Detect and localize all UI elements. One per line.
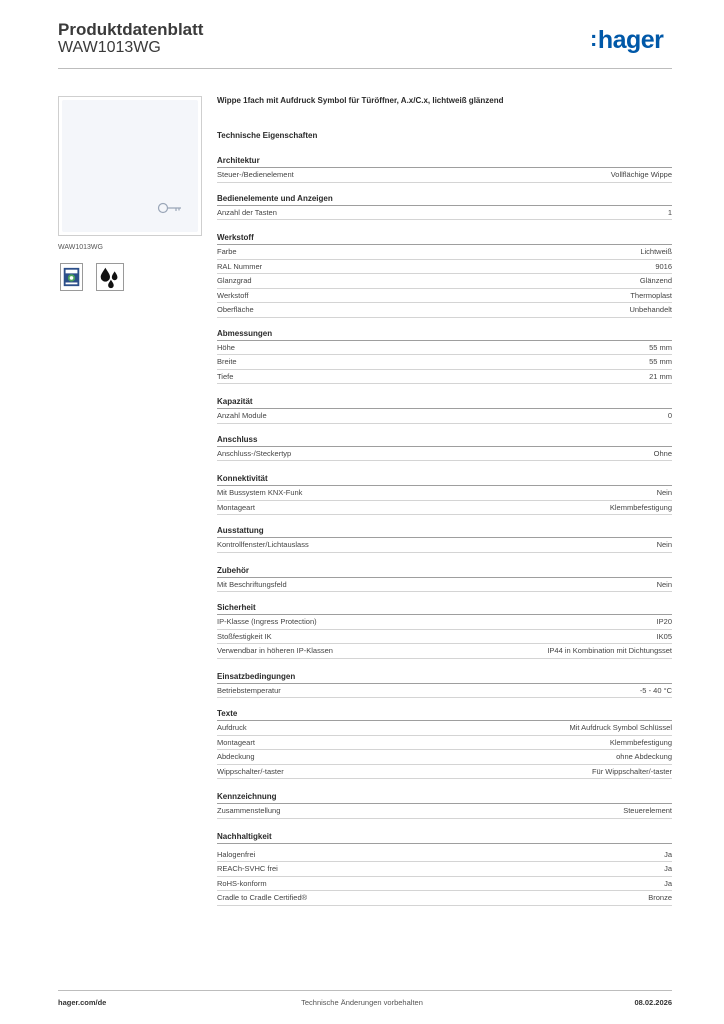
spec-value: Klemmbefestigung [609, 502, 672, 512]
spec-value: -5 - 40 °C [639, 685, 672, 695]
footer-date: 08.02.2026 [634, 998, 672, 1007]
spec-label: Aufdruck [217, 723, 247, 732]
section-gap [217, 220, 672, 231]
spec-row [217, 630, 672, 645]
product-description: Wippe 1fach mit Aufdruck Symbol für Türöffner, A.x/C.x, lichtweiß glänzend [217, 96, 504, 105]
header-divider [58, 68, 672, 69]
footer-notice: Technische Änderungen vorbehalten [301, 998, 423, 1007]
spec-row [217, 862, 672, 877]
spec-label: Stoßfestigkeit IK [217, 631, 272, 641]
spec-label: Cradle to Cradle Certified® [217, 893, 308, 902]
section-title: Einsatzbedingungen [217, 670, 672, 684]
spec-label: Kontrollfenster/Lichtauslass [217, 540, 309, 549]
spec-value: Nein [656, 540, 672, 549]
spec-label: Höhe [217, 342, 235, 352]
section-title: Bedienelemente und Anzeigen [217, 192, 672, 206]
spec-label: Anschluss-/Steckertyp [217, 448, 292, 458]
spec-label: Tiefe [217, 371, 234, 381]
spec-row [217, 750, 672, 765]
spec-label: Mit Beschriftungsfeld [217, 579, 287, 589]
spec-row [217, 891, 672, 906]
spec-row [217, 877, 672, 892]
spec-value: Nein [656, 488, 672, 497]
section-gap [217, 592, 672, 601]
spec-value: 1 [667, 207, 672, 217]
spec-row [217, 370, 672, 385]
spec-label: Wippschalter/-taster [217, 766, 284, 776]
spec-value: Unbehandelt [629, 305, 672, 314]
section-gap [217, 424, 672, 433]
footer-website[interactable]: hager.com/de [58, 998, 107, 1007]
section-title: Nachhaltigkeit [217, 830, 672, 844]
hager-logo: :hager [590, 26, 664, 54]
spec-label: Halogenfrei [217, 849, 256, 859]
spec-row [217, 538, 672, 553]
spec-label: Steuer-/Bedienelement [217, 170, 294, 179]
spec-row [217, 289, 672, 304]
section-gap [217, 819, 672, 830]
product-image [58, 96, 202, 236]
spec-value: Steuerelement [623, 806, 672, 815]
section-title: Konnektivität [217, 472, 672, 486]
spec-row [217, 341, 672, 356]
spec-row [217, 447, 672, 462]
spec-label: REACh-SVHC frei [217, 864, 278, 873]
spec-label: Abdeckung [217, 752, 255, 761]
section-title: Ausstattung [217, 524, 672, 538]
section-gap [217, 698, 672, 707]
section-gap [217, 553, 672, 564]
spec-label: Oberfläche [217, 305, 254, 314]
section-title: Werkstoff [217, 231, 672, 245]
section-gap [217, 461, 672, 472]
spec-value: ohne Abdeckung [616, 752, 672, 761]
spec-value: 55 mm [649, 357, 672, 366]
spec-table [217, 154, 672, 906]
spec-value: Klemmbefestigung [609, 737, 672, 747]
spec-row [217, 260, 672, 275]
spec-row [217, 644, 672, 659]
spec-value: Vollflächige Wippe [610, 170, 672, 179]
section-title: Abmessungen [217, 327, 672, 341]
section-gap [217, 384, 672, 395]
logo-text: hager [597, 26, 664, 54]
footer-divider [58, 990, 672, 991]
spec-value: 9016 [655, 261, 672, 271]
spec-row [217, 615, 672, 630]
section-title: Architektur [217, 154, 672, 168]
section-title: Zubehör [217, 564, 672, 578]
spec-label: Anzahl der Tasten [217, 207, 277, 217]
spec-row [217, 168, 672, 183]
spec-value: Mit Aufdruck Symbol Schlüssel [569, 723, 672, 732]
spec-value: Glänzend [639, 276, 672, 285]
recycling-certificate-icon [60, 263, 83, 291]
spec-label: Verwendbar in höheren IP-Klassen [217, 646, 333, 655]
spec-value: Ja [664, 878, 672, 888]
spec-label: Montageart [217, 502, 255, 512]
spec-label: RAL Nummer [217, 261, 263, 271]
spec-row [217, 274, 672, 289]
section-gap [217, 318, 672, 327]
spec-label: Zusammenstellung [217, 806, 281, 815]
section-title: Kennzeichnung [217, 790, 672, 804]
section-title: Kapazität [217, 395, 672, 409]
spec-row [217, 206, 672, 221]
spec-label: Anzahl Module [217, 411, 267, 420]
spec-label: Betriebstemperatur [217, 685, 281, 695]
spec-label: IP-Klasse (Ingress Protection) [217, 617, 317, 626]
spec-row [217, 245, 672, 260]
section-title: Sicherheit [217, 601, 672, 615]
spec-value: 0 [667, 411, 672, 420]
spec-label: Farbe [217, 247, 237, 256]
spec-label: RoHS-konform [217, 878, 267, 888]
document-title: Produktdatenblatt [58, 20, 204, 39]
spec-row [217, 721, 672, 736]
spec-value: 21 mm [649, 371, 672, 381]
section-gap [217, 515, 672, 524]
drops-icon [96, 263, 124, 291]
image-caption: WAW1013WG [58, 244, 103, 251]
spec-value: Für Wippschalter/-taster [591, 766, 672, 776]
spec-value: IP20 [656, 617, 672, 626]
section-gap [217, 659, 672, 670]
spec-label: Mit Bussystem KNX-Funk [217, 488, 303, 497]
spec-row [217, 303, 672, 318]
section-title: Anschluss [217, 433, 672, 447]
spec-row [217, 486, 672, 501]
spec-value: Bronze [648, 893, 672, 902]
spec-row [217, 578, 672, 593]
spec-value: 55 mm [649, 342, 672, 352]
spec-value: IK05 [656, 631, 672, 641]
spec-row [217, 355, 672, 370]
product-number: WAW1013WG [58, 39, 161, 56]
spec-row [217, 684, 672, 699]
key-symbol-icon [157, 201, 183, 215]
spec-label: Glanzgrad [217, 276, 252, 285]
spec-value: Ja [664, 849, 672, 859]
spec-value: IP44 in Kombination mit Dichtungsset [547, 646, 672, 655]
spec-label: Montageart [217, 737, 255, 747]
spec-row [217, 804, 672, 819]
spec-label: Werkstoff [217, 290, 249, 300]
spec-value: Ja [664, 864, 672, 873]
section-gap [217, 779, 672, 790]
spec-value: Lichtweiß [640, 247, 672, 256]
spec-label: Breite [217, 357, 237, 366]
spec-row [217, 765, 672, 780]
spec-value: Nein [656, 579, 672, 589]
section-gap [217, 183, 672, 192]
spec-value: Thermoplast [630, 290, 672, 300]
spec-heading: Technische Eigenschaften [217, 131, 318, 140]
spec-value: Ohne [653, 448, 672, 458]
section-title: Texte [217, 707, 672, 721]
spec-row [217, 736, 672, 751]
spec-row [217, 409, 672, 424]
spec-row [217, 848, 672, 863]
spec-row [217, 501, 672, 516]
